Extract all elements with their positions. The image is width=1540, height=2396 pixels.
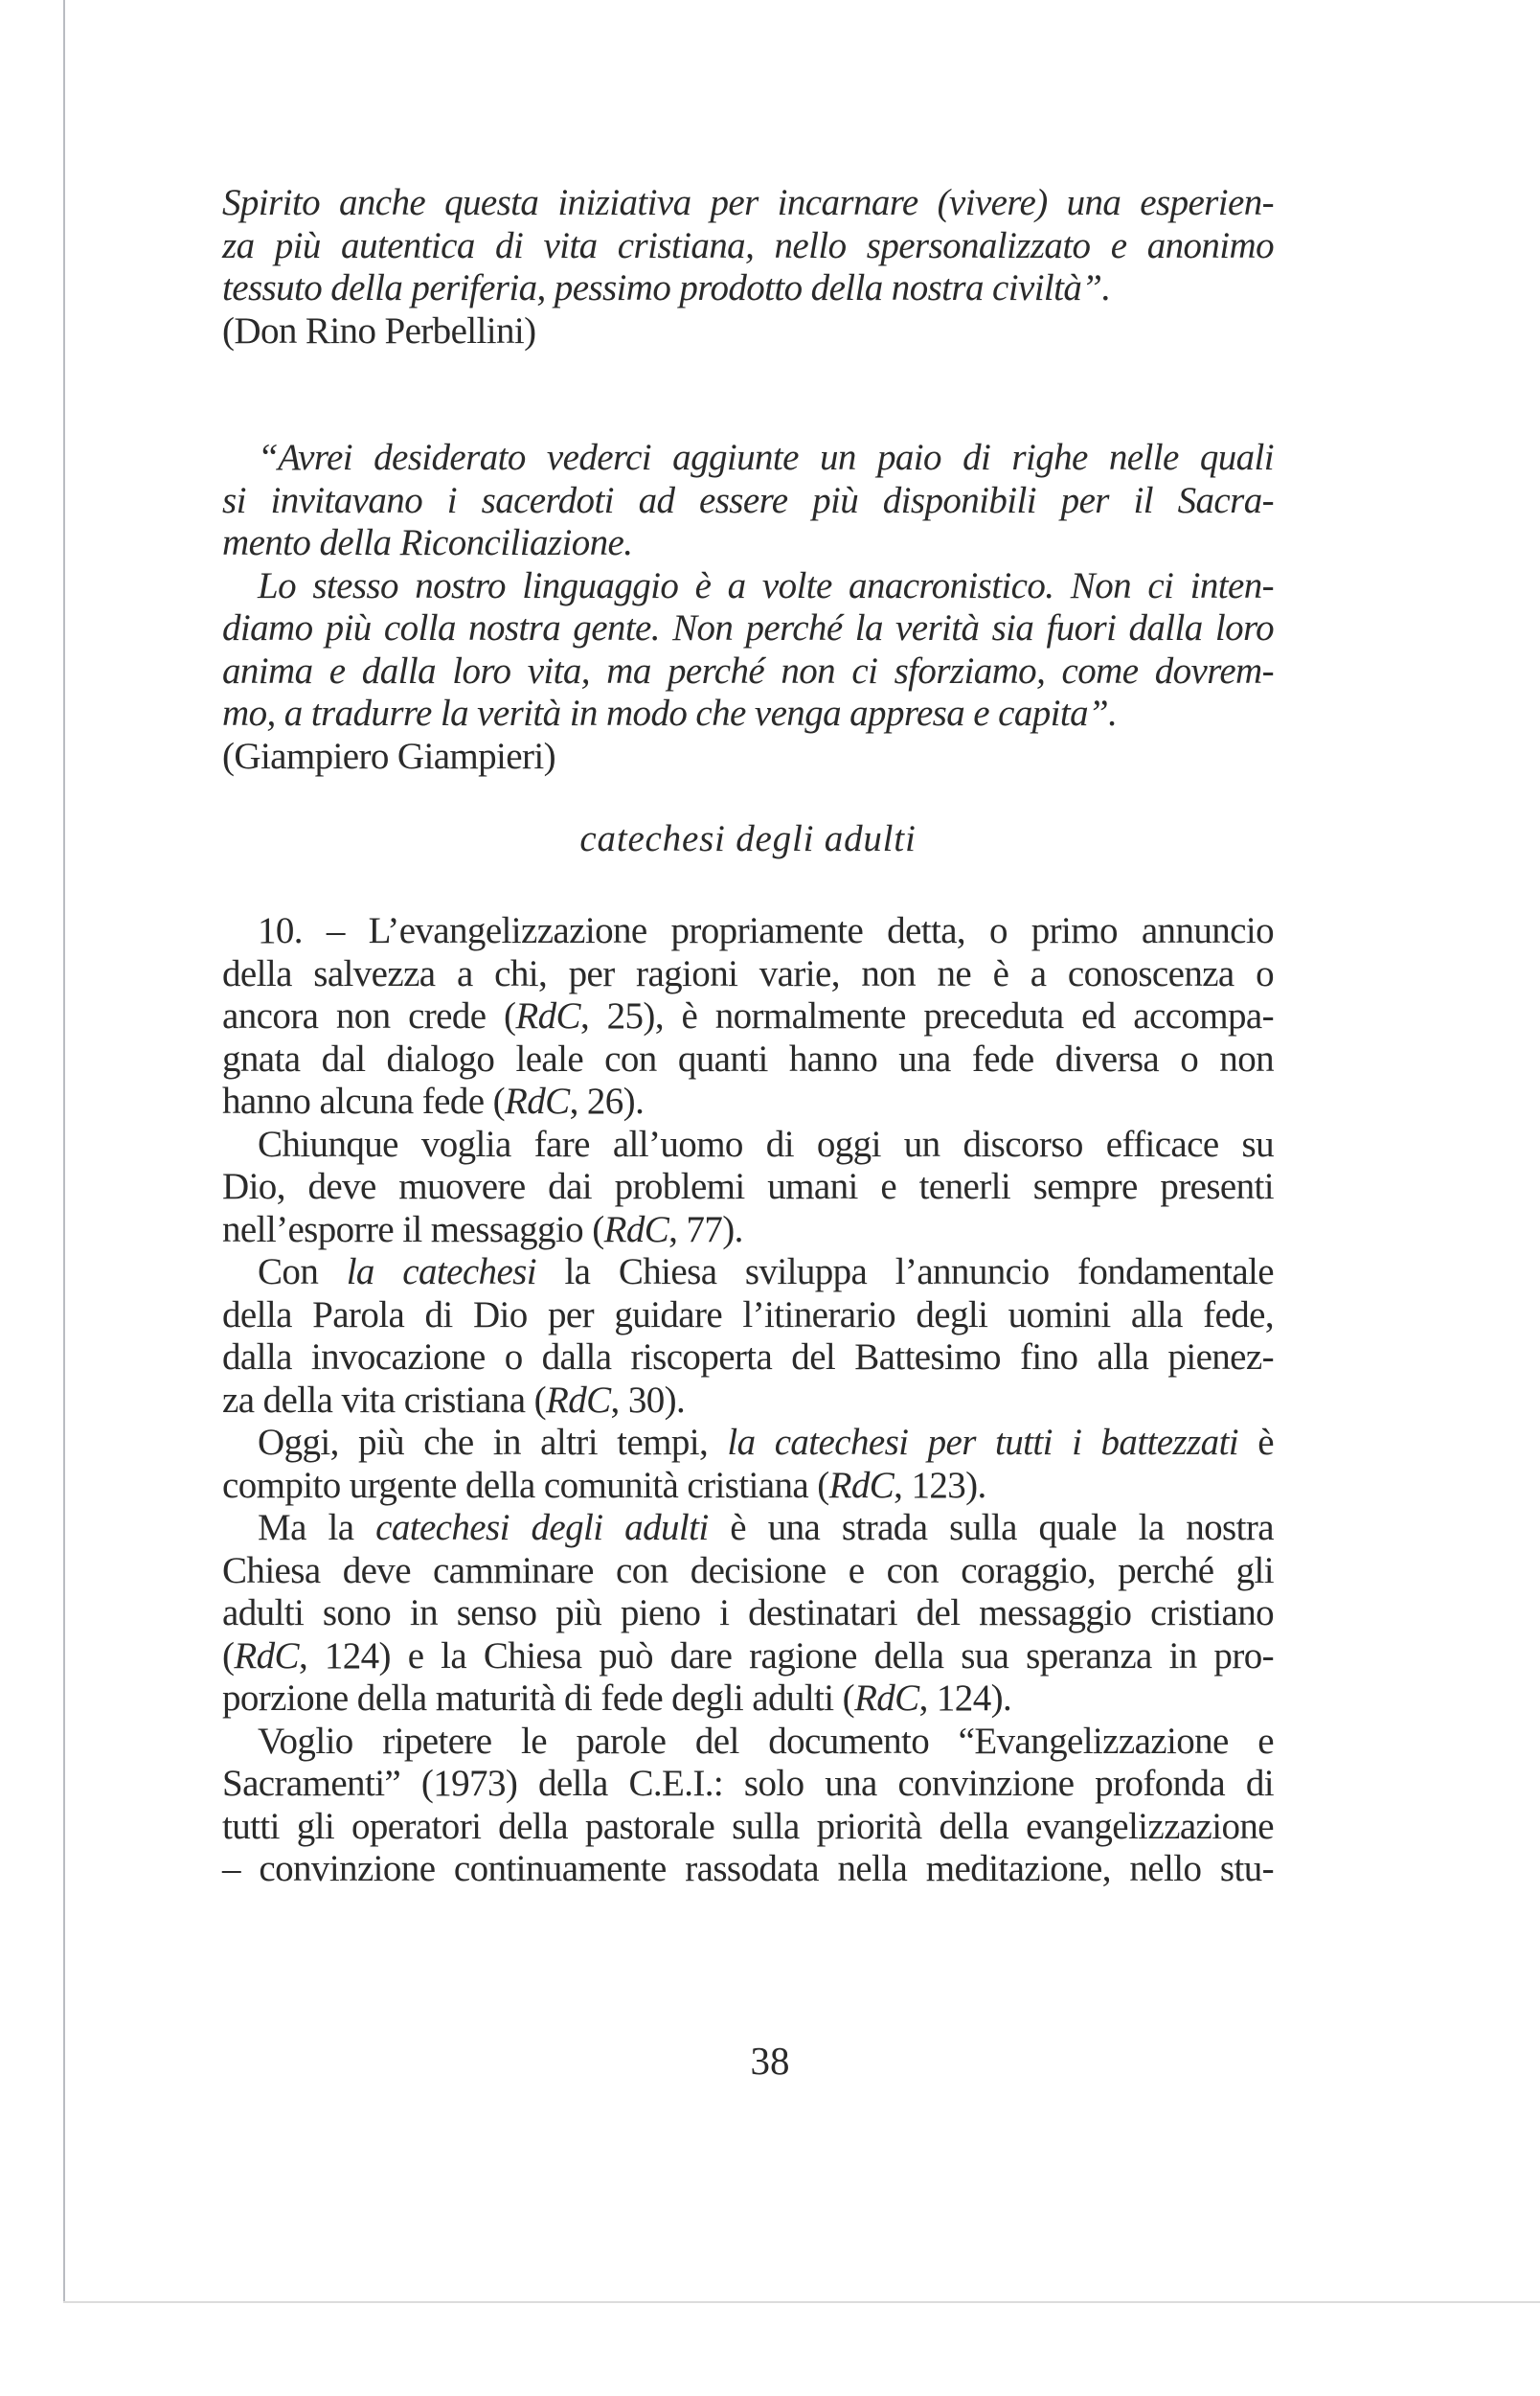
text-run: nell’esporre il messaggio ( — [222, 1208, 604, 1250]
body-line — [222, 1635, 1274, 1678]
citation-rdc: RdC — [515, 995, 580, 1037]
body-line: tutti gli operatori della pastorale sulla priorità della evangelizzazione — [222, 1805, 1274, 1847]
quote-line: anima e dalla loro vita, ma perché non ci sforziamo, come dovrem- — [222, 650, 1274, 692]
text-run: ancora non crede ( — [222, 995, 516, 1037]
quote-line: tessuto della periferia, pessimo prodotto della nostra civiltà”. — [222, 267, 1111, 308]
body-line — [222, 1209, 1274, 1252]
emphasis: la catechesi — [346, 1251, 536, 1292]
body-line: Chiesa deve camminare con decisione e con coraggio, perché gli — [222, 1549, 1274, 1591]
text-run: , 124). — [918, 1677, 1012, 1719]
text-run: Ma la — [258, 1507, 376, 1548]
citation-rdc: RdC — [545, 1379, 611, 1421]
quote-line: mento della Riconciliazione. — [222, 522, 633, 563]
quote-line: Spirito anche questa iniziativa per incarnare (vivere) una esperien- — [222, 182, 1274, 223]
body-line — [222, 995, 1274, 1038]
quote-author: (Don Rino Perbellini) — [222, 309, 536, 352]
quote-line: mo, a tradurre la verità in modo che venga appresa e capita”. — [222, 693, 1118, 734]
citation-rdc: RdC — [603, 1208, 669, 1250]
citation-rdc: RdC — [854, 1677, 919, 1719]
quote-author: (Giampiero Giampieri) — [222, 735, 556, 777]
paragraph-10 — [222, 910, 1274, 1124]
text-run: è — [1238, 1422, 1274, 1463]
paragraph-chiunque — [222, 1124, 1274, 1252]
body-line: dalla invocazione o dalla riscoperta del Battesimo fino alla pienez- — [222, 1336, 1274, 1378]
text-run: ( — [222, 1634, 235, 1677]
body-line — [222, 1251, 1274, 1294]
quote-line: “Avrei desiderato vederci aggiunte un paio di righe nelle quali — [258, 437, 1274, 478]
body-line — [222, 1677, 1274, 1721]
emphasis: la catechesi per tutti i battezzati — [727, 1422, 1239, 1463]
body-line — [222, 1422, 1274, 1465]
page-edge-bottom-line — [63, 2301, 1540, 2303]
citation-rdc: RdC — [505, 1081, 570, 1122]
text-run: , 30). — [610, 1379, 686, 1421]
emphasis: catechesi degli adulti — [375, 1507, 709, 1548]
paragraph-ma-la-catechesi — [222, 1507, 1274, 1721]
text-run: hanno alcuna fede ( — [222, 1081, 506, 1122]
quote-line: Lo stesso nostro linguaggio è a volte anacronistico. Non ci inten- — [258, 564, 1274, 606]
text-run: , 124) e la Chiesa può dare ragione della sua speranza in pro- — [298, 1634, 1274, 1677]
text-run: , 123). — [894, 1464, 986, 1506]
body-line — [222, 1380, 1274, 1423]
text-run: za della vita cristiana ( — [222, 1379, 546, 1421]
page-text-block — [222, 182, 1274, 1891]
body-line — [222, 1081, 1274, 1124]
citation-rdc: RdC — [234, 1634, 299, 1677]
body-line: Sacramenti” (1973) della C.E.I.: solo una convinzione profonda di — [222, 1763, 1274, 1804]
quote-line: za più autentica di vita cristiana, nello spersonalizzato e anonimo — [222, 224, 1274, 266]
quote-giampieri — [222, 437, 1274, 778]
body-line: gnata dal dialogo leale con quanti hanno una fede diversa o non — [222, 1038, 1274, 1080]
text-run: Con — [258, 1251, 347, 1292]
body-line — [222, 1507, 1274, 1550]
section-heading: catechesi degli adulti — [579, 818, 917, 859]
page-number: 38 — [750, 2039, 790, 2083]
text-run: compito urgente della comunità cristiana ( — [222, 1464, 829, 1506]
quote-line: si invitavano i sacerdoti ad essere più disponibili per il Sacra- — [222, 479, 1274, 521]
body-line: della salvezza a chi, per ragioni varie, non ne è a conoscenza o — [222, 952, 1274, 994]
text-run: la Chiesa sviluppa l’annuncio fondamentale — [535, 1251, 1274, 1292]
text-run: , 25), è normalmente preceduta ed accompa- — [579, 995, 1274, 1037]
body-line: della Parola di Dio per guidare l’itinerario degli uomini alla fede, — [222, 1293, 1274, 1335]
citation-rdc: RdC — [828, 1464, 895, 1506]
text-run: Oggi, più che in altri tempi, — [258, 1422, 728, 1463]
paragraph-oggi — [222, 1422, 1274, 1507]
body-line: Dio, deve muovere dai problemi umani e tenerli sempre presenti — [222, 1166, 1274, 1207]
quote-perbellini — [222, 182, 1274, 353]
spacer — [222, 868, 1274, 910]
body-line: Voglio ripetere le parole del documento “Evangelizzazione e — [258, 1720, 1274, 1762]
body-line — [222, 1465, 1274, 1508]
page-edge-left-line — [63, 0, 65, 2303]
text-run: , 77). — [668, 1208, 743, 1250]
quote-line: diamo più colla nostra gente. Non perché la verità sia fuori dalla loro — [222, 607, 1274, 649]
body-line: Chiunque voglia fare all’uomo di oggi un discorso efficace su — [258, 1123, 1274, 1165]
paragraph-voglio-ripetere — [222, 1721, 1274, 1891]
spacer — [222, 353, 1274, 437]
body-line: adulti sono in senso più pieno i destinatari del messaggio cristiano — [222, 1592, 1274, 1633]
paragraph-con-la-catechesi — [222, 1251, 1274, 1422]
body-line: – convinzione continuamente rassodata nella meditazione, nello stu- — [222, 1848, 1274, 1889]
text-run: , 26). — [569, 1081, 645, 1122]
text-run: è una strada sulla quale la nostra — [708, 1507, 1274, 1548]
body-line: 10. – L’evangelizzazione propriamente detta, o primo annuncio — [258, 910, 1274, 951]
text-run: porzione della maturità di fede degli adulti ( — [222, 1677, 855, 1719]
